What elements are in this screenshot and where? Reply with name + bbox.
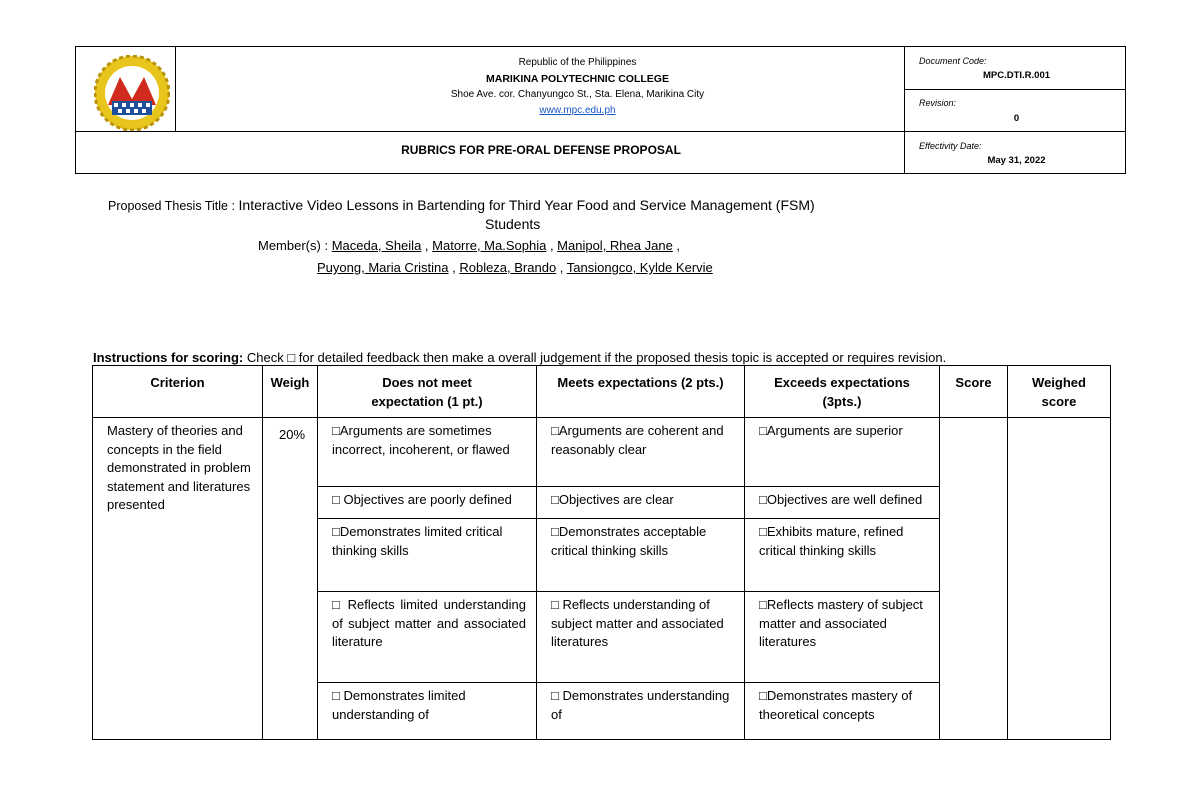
revision-label: Revision: — [919, 98, 957, 108]
criterion-header: Criterion — [93, 366, 263, 418]
college-seal-logo — [94, 55, 170, 131]
weigh-header: Weigh — [263, 366, 318, 418]
does-not-meet-checkbox-item[interactable]: □ Objectives are poorly defined — [318, 487, 537, 519]
member-name: Manipol, Rhea Jane — [557, 238, 673, 253]
thesis-title: Interactive Video Lessons in Bartending for Third Year Food and Service Management (FSM) — [238, 197, 815, 213]
weighed-score-header: Weighed score — [1008, 366, 1111, 418]
exceeds-header: Exceeds expectations (3pts.) — [745, 366, 940, 418]
divider — [76, 131, 1126, 132]
rubric-table — [92, 365, 1111, 740]
document-code-label: Document Code: — [919, 56, 987, 66]
meets-header: Meets expectations (2 pts.) — [537, 366, 745, 418]
member-name: Maceda, Sheila — [331, 238, 422, 253]
meets-checkbox-item[interactable]: □ Demonstrates understanding of — [537, 683, 745, 740]
does-not-meet-header: Does not meet expectation (1 pt.) — [318, 366, 537, 418]
document-header — [75, 46, 1126, 174]
exceeds-checkbox-item[interactable]: □Demonstrates mastery of theoretical concepts — [745, 683, 940, 740]
meets-checkbox-item[interactable]: □Demonstrates acceptable critical thinking skills — [537, 519, 745, 592]
exceeds-checkbox-item[interactable]: □Objectives are well defined — [745, 487, 940, 519]
effectivity-label: Effectivity Date: — [919, 141, 982, 151]
thesis-title-continuation: Students — [485, 216, 541, 232]
document-code-value: MPC.DTI.R.001 — [982, 70, 1051, 81]
does-not-meet-checkbox-item[interactable]: □Demonstrates limited critical thinking skills — [318, 519, 537, 592]
exceeds-checkbox-item[interactable]: □Reflects mastery of subject matter and associated literatures — [745, 592, 940, 683]
members-label: Member(s) : — [258, 238, 329, 253]
institution-block — [176, 55, 979, 119]
scoring-instructions — [93, 350, 946, 365]
member-name: Tansiongco, Kylde Kervie — [566, 260, 713, 275]
thesis-title-label: Proposed Thesis Title : — [108, 199, 235, 213]
college-name: MARIKINA POLYTECHNIC COLLEGE — [486, 73, 669, 85]
table-header-row — [93, 366, 1111, 418]
proposed-thesis-title — [108, 195, 938, 216]
weight-cell: 20% — [263, 418, 318, 740]
table-row — [93, 418, 1111, 487]
meets-checkbox-item[interactable]: □ Reflects understanding of subject matter and associated literatures — [537, 592, 745, 683]
score-input-cell[interactable] — [940, 418, 1008, 740]
instructions-label: Instructions for scoring: — [93, 350, 244, 365]
members-line-1: Member(s) : Maceda, Sheila , Matorre, Ma.Sophia , Manipol, Rhea Jane , — [258, 238, 681, 253]
members-line-2: Puyong, Maria Cristina , Robleza, Brando , Tansiongco, Kylde Kervie — [317, 260, 713, 275]
meets-checkbox-item[interactable]: □Arguments are coherent and reasonably clear — [537, 418, 745, 487]
score-header: Score — [940, 366, 1008, 418]
meets-checkbox-item[interactable]: □Objectives are clear — [537, 487, 745, 519]
member-name: Puyong, Maria Cristina — [317, 260, 449, 275]
document-title: RUBRICS FOR PRE-ORAL DEFENSE PROPOSAL — [401, 143, 681, 157]
criterion-cell: Mastery of theories and concepts in the field demonstrated in problem statement and literatures presented — [93, 418, 263, 740]
member-name: Robleza, Brando — [459, 260, 557, 275]
college-website-link[interactable]: www.mpc.edu.ph — [539, 105, 616, 116]
member-name: Matorre, Ma.Sophia — [432, 238, 547, 253]
republic-line: Republic of the Philippines — [518, 57, 637, 68]
revision-value: 0 — [1013, 113, 1020, 124]
does-not-meet-checkbox-item[interactable]: □ Reflects limited understanding of subject matter and associated literature — [318, 592, 537, 683]
does-not-meet-checkbox-item[interactable]: □Arguments are sometimes incorrect, incoherent, or flawed — [318, 418, 537, 487]
effectivity-value: May 31, 2022 — [987, 155, 1046, 166]
exceeds-checkbox-item[interactable]: □Exhibits mature, refined critical thinking skills — [745, 519, 940, 592]
weighed-score-input-cell[interactable] — [1008, 418, 1111, 740]
exceeds-checkbox-item[interactable]: □Arguments are superior — [745, 418, 940, 487]
college-address: Shoe Ave. cor. Chanyungco St., Sta. Elena, Marikina City — [450, 89, 705, 100]
instructions-text: Check □ for detailed feedback then make a overall judgement if the proposed thesis topic is accepted or requires revision. — [243, 350, 947, 365]
does-not-meet-checkbox-item[interactable]: □ Demonstrates limited understanding of — [318, 683, 537, 740]
